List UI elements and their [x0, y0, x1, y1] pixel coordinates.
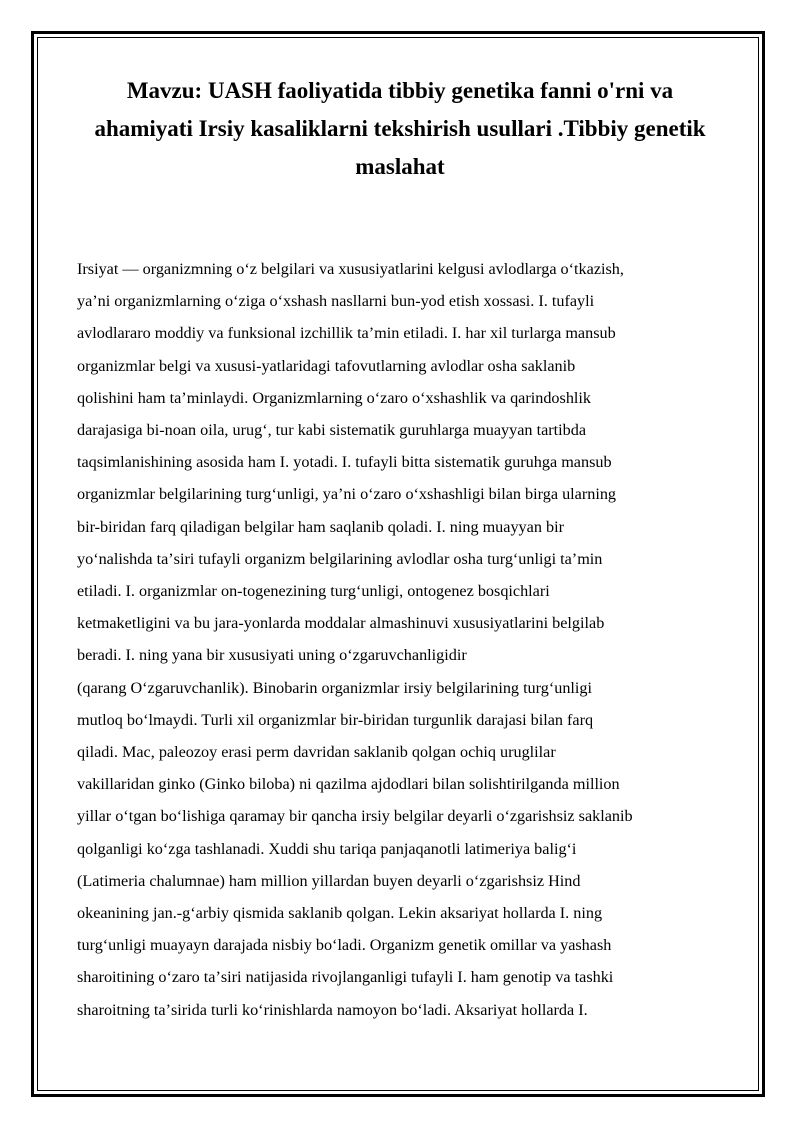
body-line: etiladi. I. organizmlar on-togenezining turgʻunligi, ontogenez bosqichlari: [77, 582, 550, 601]
body-line: (Latimeria chalumnae) ham million yillardan buyen deyarli oʻzgarishsiz Hind: [77, 871, 581, 890]
body-line: taqsimlanishining asosida ham I. yotadi. I. tufayli bitta sistematik guruhga mansub: [77, 453, 612, 472]
body-line: qiladi. Mac, paleozoy erasi perm davridan saklanib qolgan ochiq uruglilar: [77, 743, 556, 762]
body-line: qolganligi koʻzga tashlanadi. Xuddi shu tariqa panjaqanotli latimeriya baligʻi: [77, 839, 577, 858]
document-title: [60, 72, 740, 186]
body-line: vakillaridan ginko (Ginko biloba) ni qazilma ajdodlari bilan solishtirilganda million: [77, 775, 620, 794]
body-line: sharoitining oʻzaro taʼsiri natijasida rivojlanganligi tufayli I. ham genotip va tashki: [77, 968, 614, 987]
body-line: darajasiga bi-noan oila, urugʻ, tur kabi sistematik guruhlarga muayyan tartibda: [77, 421, 587, 440]
body-line: yillar oʻtgan boʻlishiga qaramay bir qancha irsiy belgilar deyarli oʻzgarishsiz saklanib: [77, 807, 633, 826]
body-paragraph: [77, 253, 737, 1026]
title-line: Mavzu: UASH faoliyatida tibbiy genetika fanni o'rni va: [126, 78, 674, 103]
body-line: okeanining jan.-gʻarbiy qismida saklanib qolgan. Lekin aksariyat hollarda I. ning: [77, 904, 603, 923]
body-line: turgʻunligi muayayn darajada nisbiy boʻladi. Organizm genetik omillar va yashash: [77, 936, 612, 955]
title-line: maslahat: [355, 154, 445, 179]
body-line: Irsiyat — organizmning oʻz belgilari va xususiyatlarini kelgusi avlodlarga oʻtkazish,: [77, 260, 624, 278]
body-line: avlodlararo moddiy va funksional izchillik taʼmin etiladi. I. har xil turlarga mansub: [77, 324, 616, 343]
body-line: yaʼni organizmlarning oʻziga oʻxshash nasllarni bun-yod etish xossasi. I. tufayli: [77, 292, 595, 311]
body-line: bir-biridan farq qiladigan belgilar ham saqlanib qoladi. I. ning muayyan bir: [77, 517, 564, 536]
body-line: (qarang Oʻzgaruvchanlik). Binobarin organizmlar irsiy belgilarining turgʻunligi: [77, 678, 593, 697]
title-line: ahamiyati Irsiy kasaliklarni tekshirish usullari .Tibbiy genetik: [94, 116, 706, 141]
body-line: beradi. I. ning yana bir xususiyati uning oʻzgaruvchanligidir: [77, 646, 467, 665]
body-line: sharoitning taʼsirida turli koʻrinishlarda namoyon boʻladi. Aksariyat hollarda I.: [77, 1000, 588, 1019]
body-line: qolishini ham taʼminlaydi. Organizmlarning oʻzaro oʻxshashlik va qarindoshlik: [77, 388, 592, 407]
body-line: mutloq boʻlmaydi. Turli xil organizmlar bir-biridan turgunlik darajasi bilan farq: [77, 710, 594, 729]
body-line: yoʻnalishda taʼsiri tufayli organizm belgilarining avlodlar osha turgʻunligi taʼmin: [77, 549, 603, 568]
body-line: ketmaketligini va bu jara-yonlarda moddalar almashinuvi xususiyatlarini belgilab: [77, 614, 605, 633]
body-line: organizmlar belgi va xususi-yatlaridagi tafovutlarning avlodlar osha saklanib: [77, 356, 576, 375]
body-line: organizmlar belgilarining turgʻunligi, yaʼni oʻzaro oʻxshashligi bilan birga ularning: [77, 485, 617, 504]
